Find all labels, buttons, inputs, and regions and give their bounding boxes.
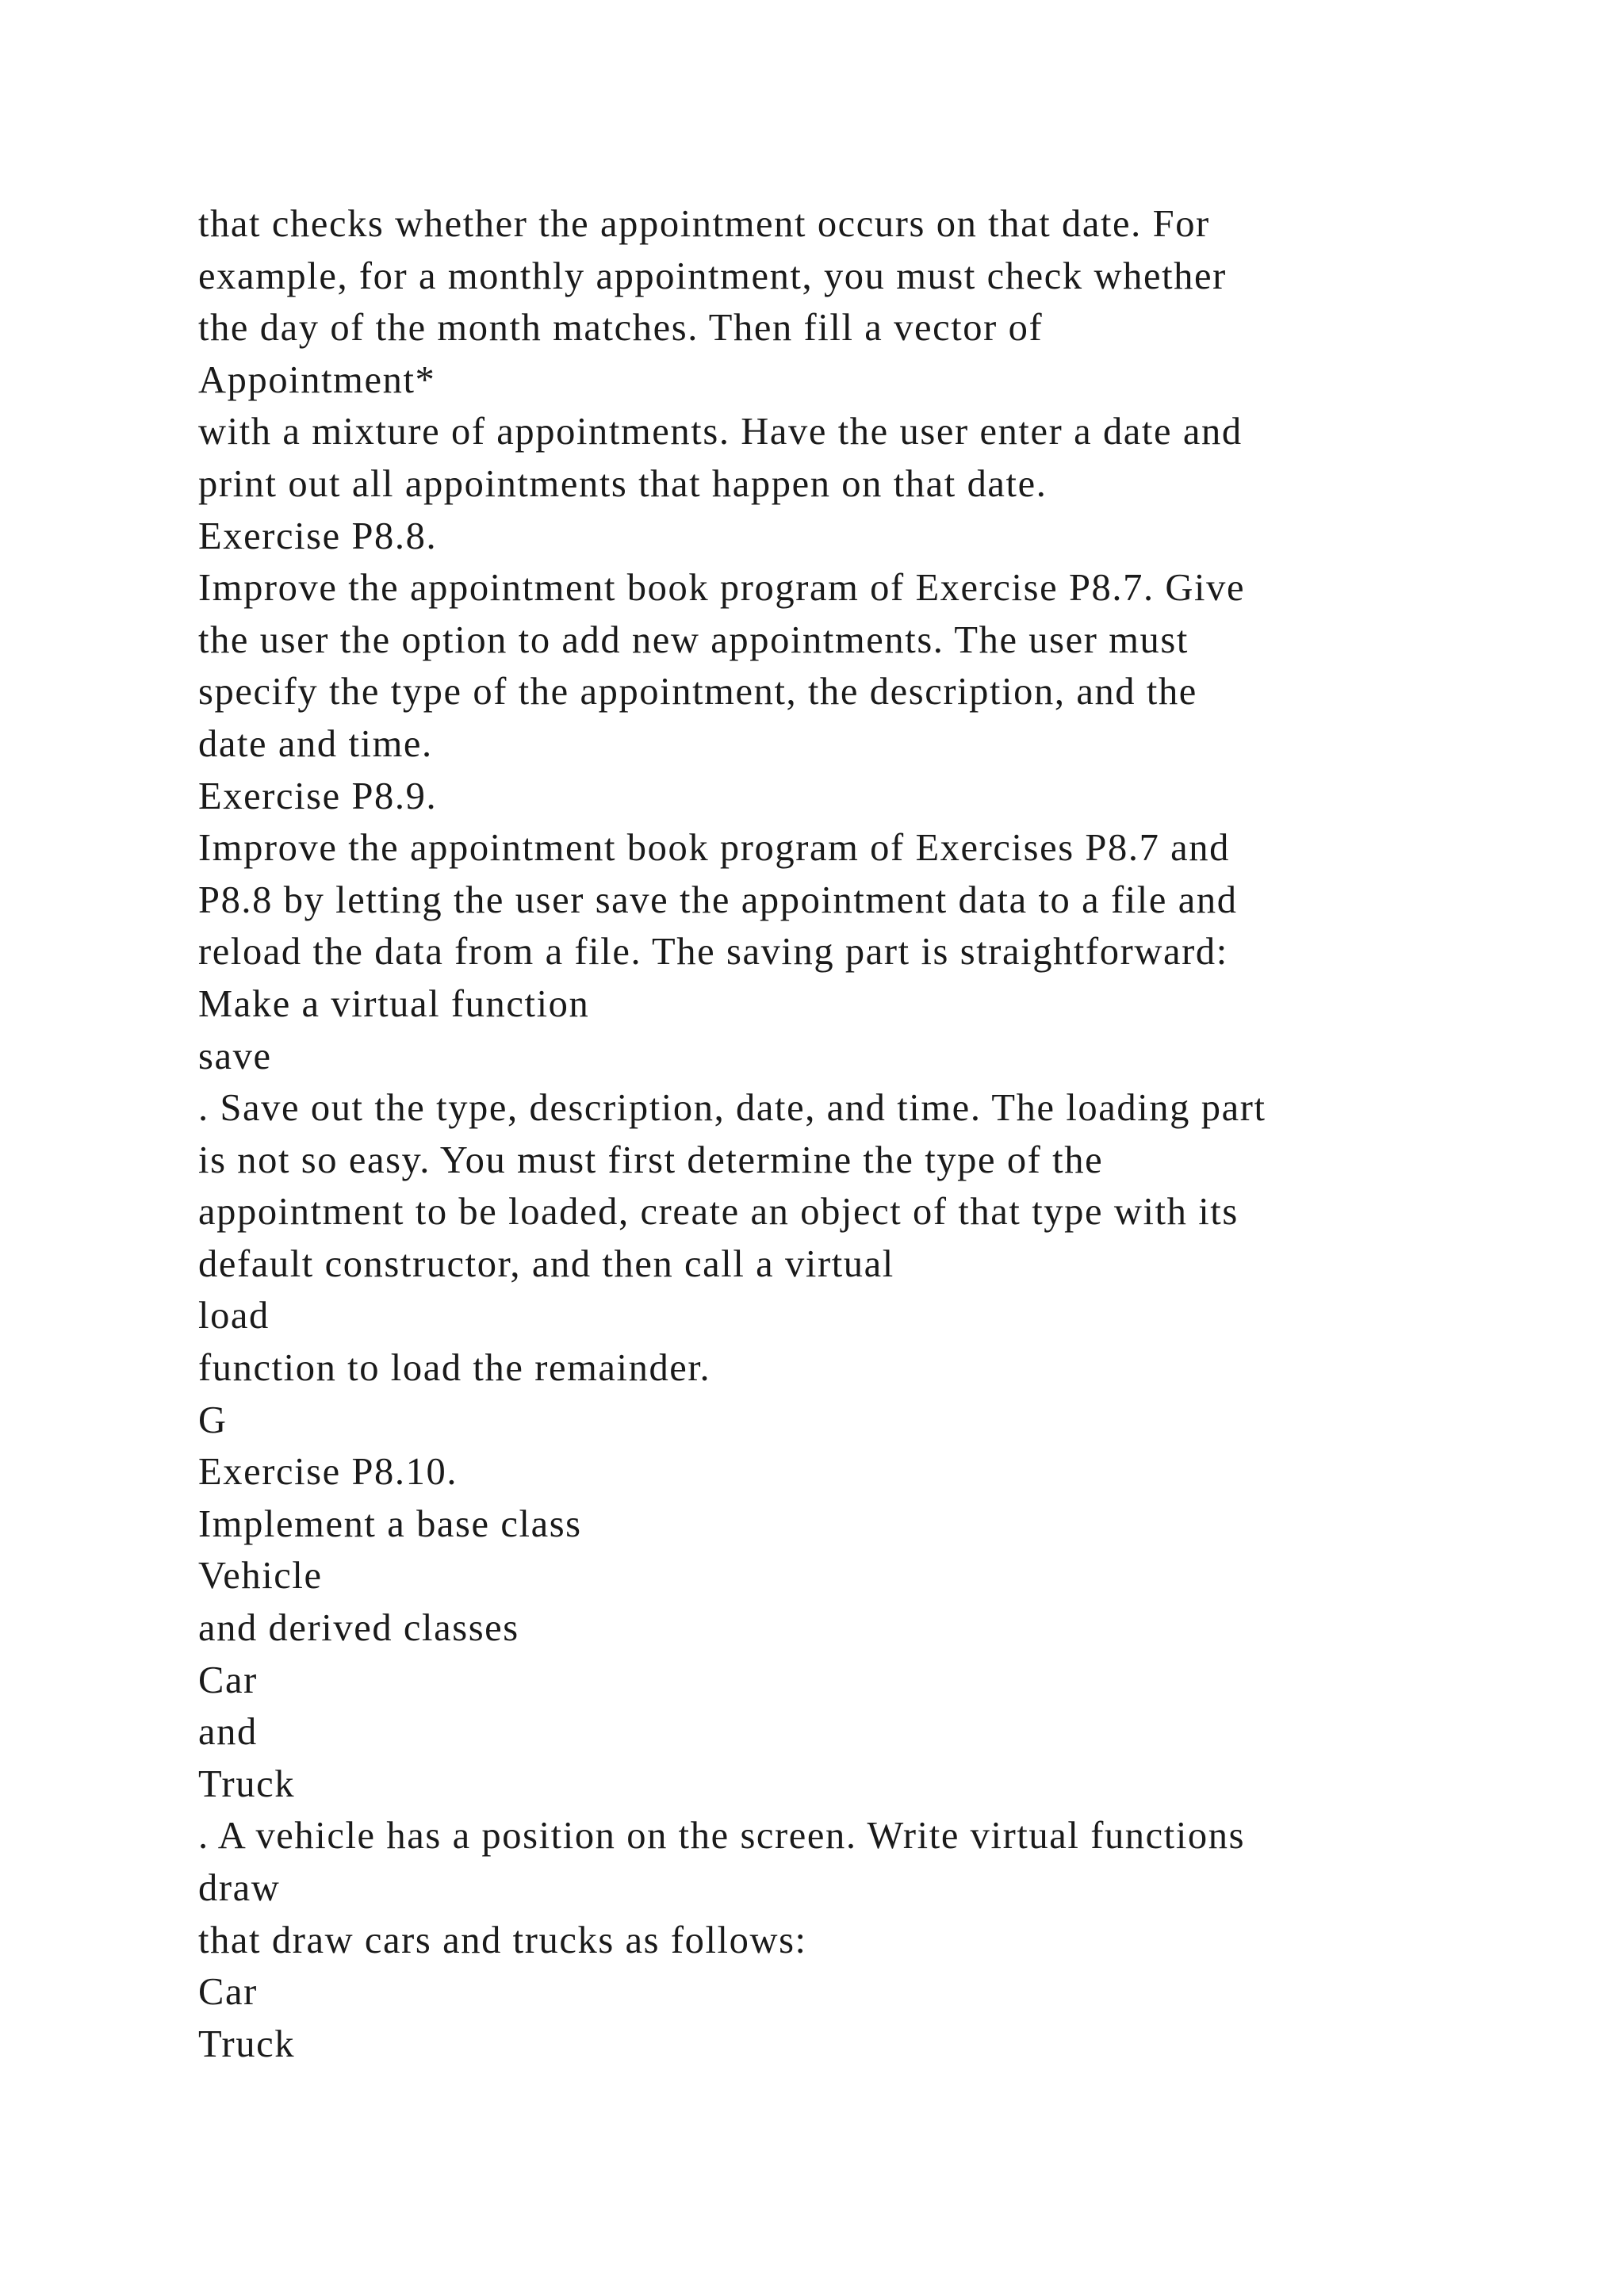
text-line: function to load the remainder.	[198, 1347, 711, 1390]
text-line: date and time.	[198, 722, 433, 765]
exercise-heading: Exercise P8.9.	[198, 775, 438, 817]
text-line: and	[198, 1711, 258, 1754]
text-line: print out all appointments that happen on that date.	[198, 462, 1048, 505]
text-line: specify the type of the appointment, the description, and the	[198, 671, 1197, 714]
exercise-heading: Exercise P8.10.	[198, 1451, 458, 1494]
code-term: load	[198, 1295, 270, 1337]
text-line: the day of the month matches. Then fill a vector of	[198, 307, 1044, 350]
text-line: with a mixture of appointments. Have the user enter a date and	[198, 411, 1243, 453]
text-line: default constructor, and then call a virtual	[198, 1242, 894, 1285]
document-text	[198, 198, 1507, 2070]
figure-label: Car	[198, 1971, 258, 2014]
code-term: Truck	[198, 1762, 296, 1805]
difficulty-marker: G	[198, 1399, 228, 1441]
text-line: Appointment*	[198, 358, 436, 401]
code-term: save	[198, 1035, 272, 1077]
text-line: the user the option to add new appointments. The user must	[198, 618, 1189, 661]
text-line: . A vehicle has a position on the screen. Write virtual functions	[198, 1815, 1246, 1858]
text-line: . Save out the type, description, date, and time. The loading part	[198, 1087, 1266, 1130]
text-line: reload the data from a file. The saving part is straightforward:	[198, 931, 1228, 974]
text-line: Improve the appointment book program of Exercises P8.7 and	[198, 827, 1230, 870]
text-line: is not so easy. You must first determine the type of the	[198, 1138, 1104, 1181]
code-term: Vehicle	[198, 1555, 323, 1598]
text-line: that draw cars and trucks as follows:	[198, 1919, 807, 1961]
text-line: that checks whether the appointment occurs on that date. For	[198, 203, 1210, 245]
text-line: Make a virtual function	[198, 982, 590, 1025]
text-line: and derived classes	[198, 1607, 519, 1650]
text-line: Improve the appointment book program of Exercise P8.7. Give	[198, 567, 1246, 610]
text-line: Implement a base class	[198, 1502, 582, 1545]
figure-label: Truck	[198, 2022, 296, 2065]
text-line: P8.8 by letting the user save the appointment data to a file and	[198, 878, 1238, 921]
code-term: draw	[198, 1867, 281, 1909]
text-line: appointment to be loaded, create an object of that type with its	[198, 1191, 1239, 1234]
code-term: Car	[198, 1659, 258, 1701]
exercise-heading: Exercise P8.8.	[198, 515, 438, 557]
text-line: example, for a monthly appointment, you must check whether	[198, 254, 1227, 297]
